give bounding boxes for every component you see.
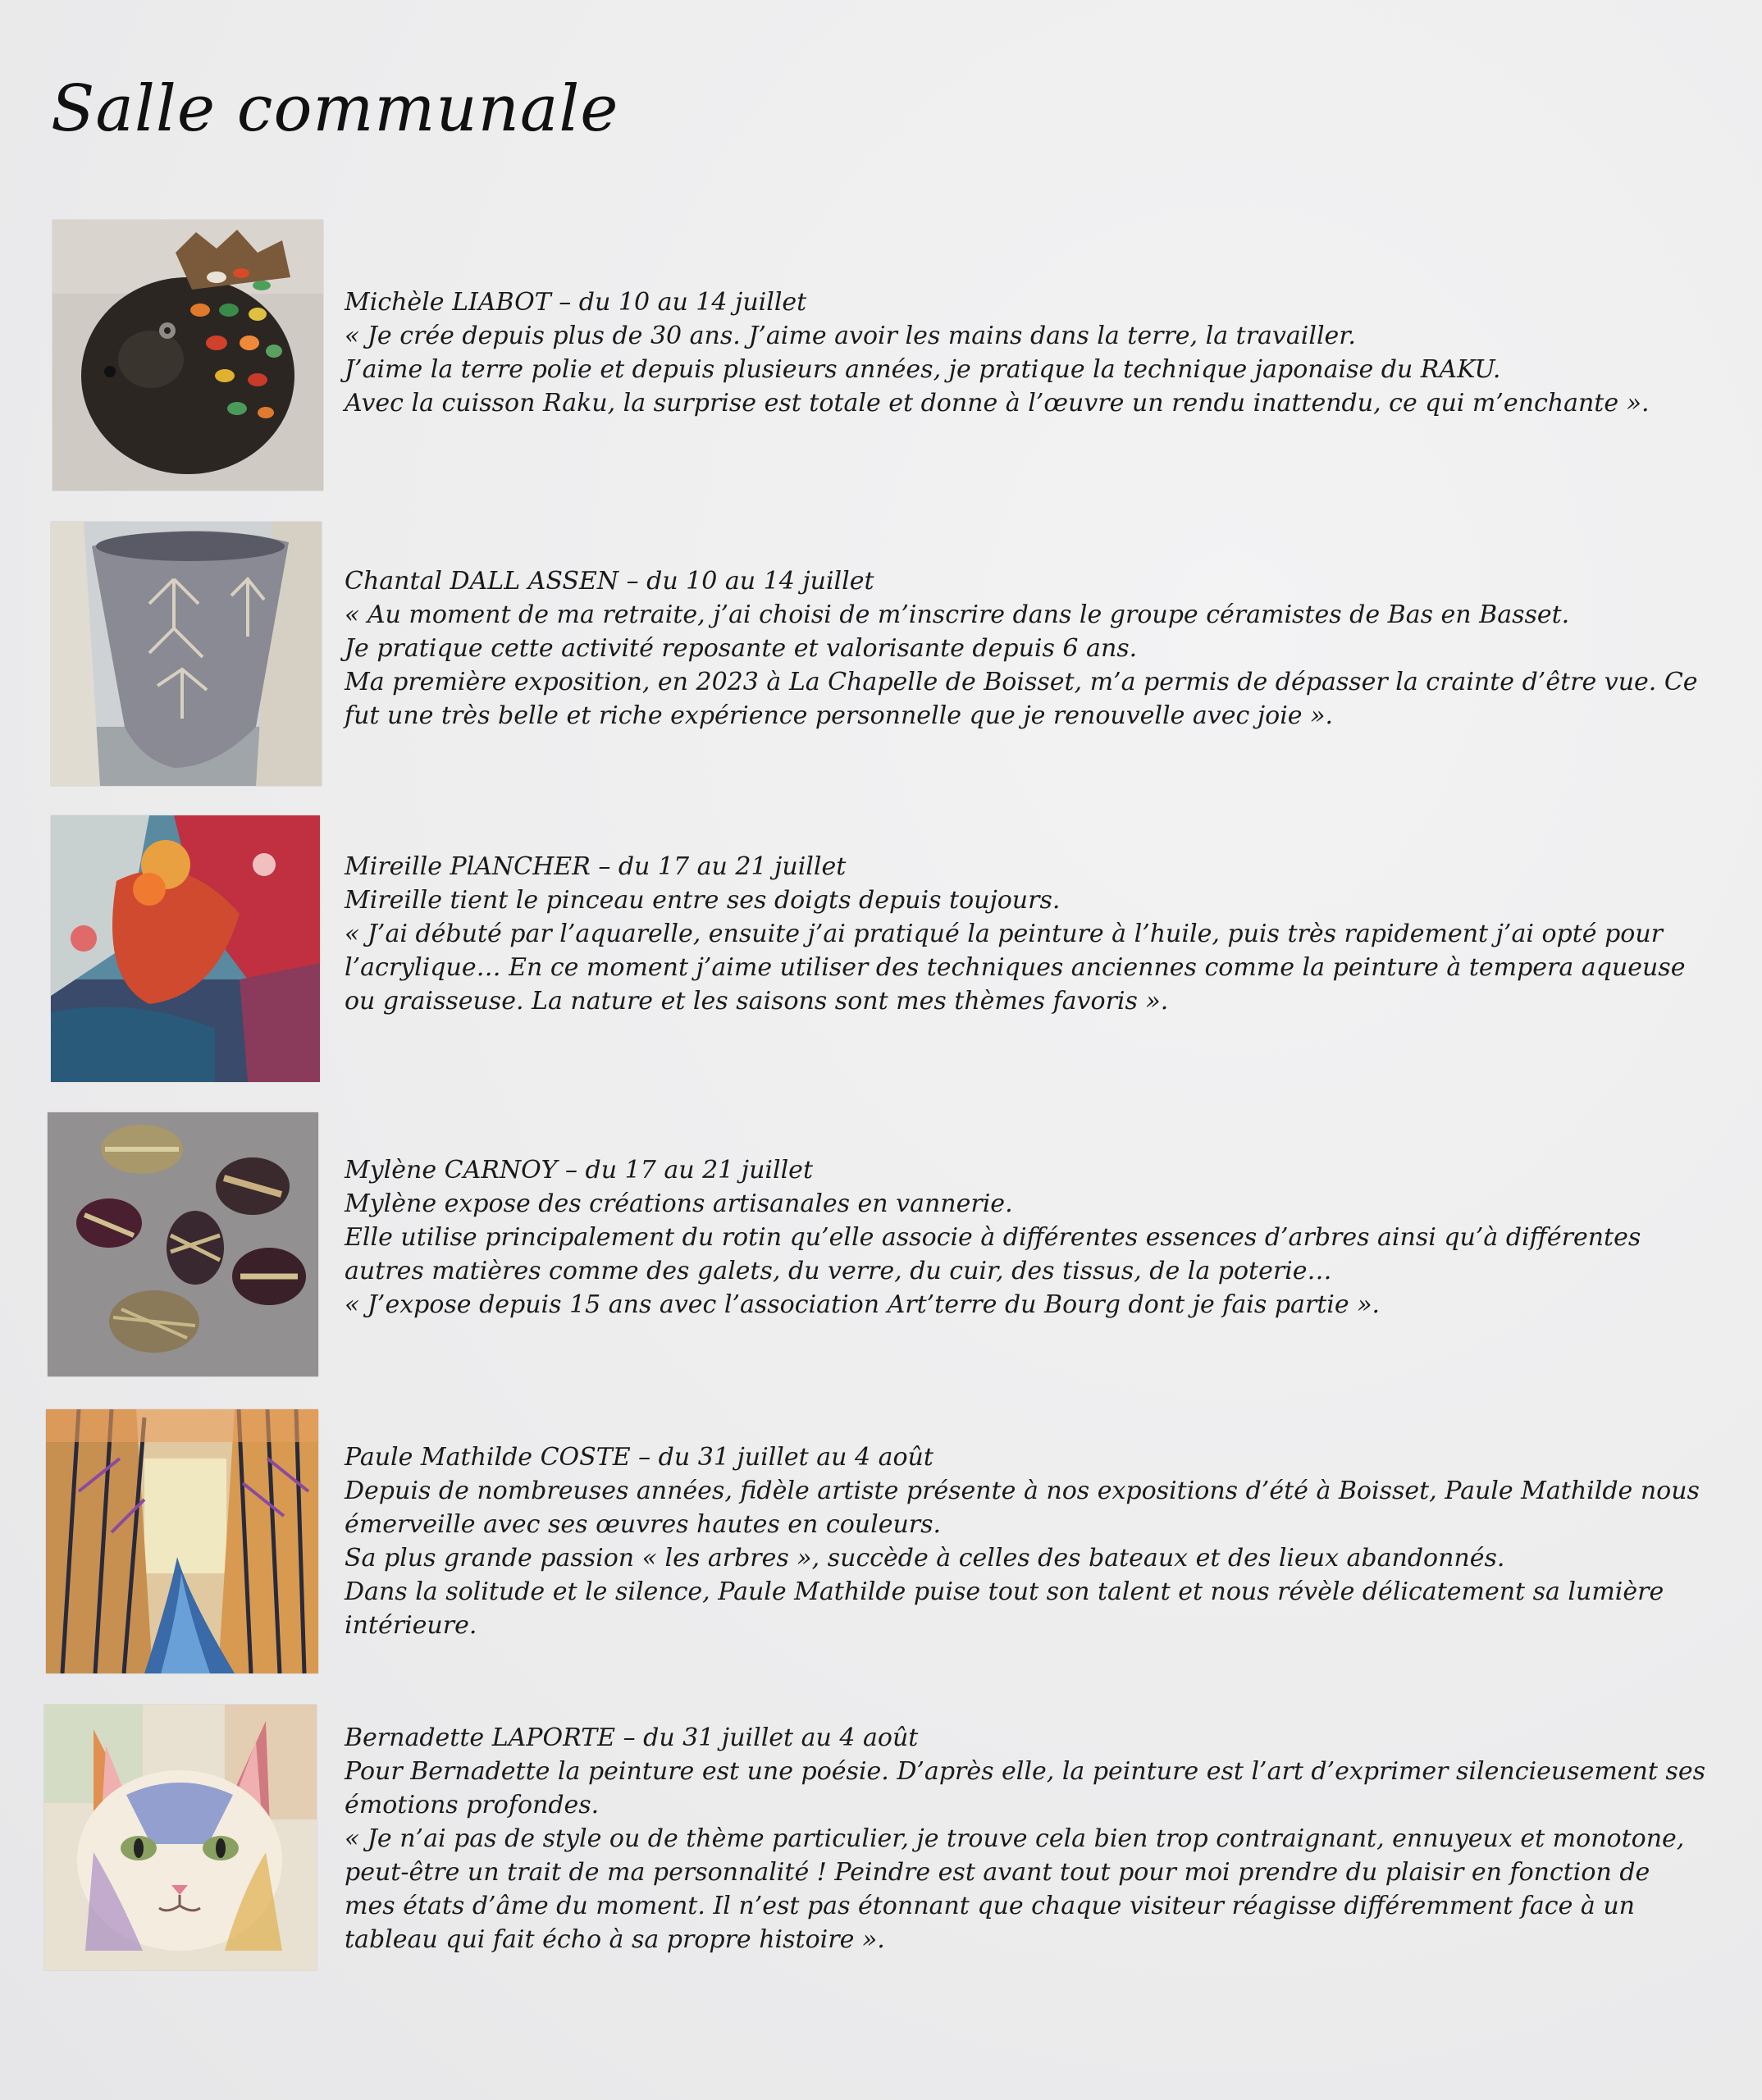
artist-paragraph: Ma première exposition, en 2023 à La Chapelle de Boisset, m’a permis de dépasser la crainte d’être vue. Ce fut une très belle et riche expérience personnelle que je renouvelle avec joie ». bbox=[345, 668, 1698, 730]
artist-paragraph: Sa plus grande passion « les arbres », succède à celles des bateaux et des lieux abandonnés. bbox=[345, 1544, 1505, 1573]
artist-paragraph: Mireille tient le pinceau entre ses doigts depuis toujours. bbox=[345, 886, 1061, 915]
tree-path-painting-photo bbox=[46, 1409, 318, 1673]
artist-paragraph: Je pratique cette activité reposante et valorisante depuis 6 ans. bbox=[345, 634, 1138, 663]
ceramic-vase-photo bbox=[51, 522, 322, 786]
artist-text bbox=[345, 1153, 1706, 1322]
abstract-painting-photo bbox=[51, 815, 320, 1082]
artist-paragraph: « Au moment de ma retraite, j’ai choisi de m’inscrire dans le groupe céramistes de Bas en Basset. bbox=[345, 600, 1570, 629]
artist-paragraph: « J’ai débuté par l’aquarelle, ensuite j’ai pratiqué la peinture à l’huile, puis très rapidement j’ai opté pour l’acrylique… En ce moment j’aime utiliser des techniques anciennes comme la peinture à tempera aqueuse ou graisseuse. La nature et les saisons sont mes thèmes favoris ». bbox=[345, 920, 1686, 1016]
artist-paragraph: Mylène expose des créations artisanales en vannerie. bbox=[345, 1189, 1013, 1218]
artist-text bbox=[345, 850, 1706, 1018]
artist-paragraph: Pour Bernadette la peinture est une poésie. D’après elle, la peinture est l’art d’exprimer silencieusement ses émotions profondes. bbox=[345, 1757, 1705, 1819]
artist-text bbox=[345, 285, 1706, 420]
artist-paragraph: J’aime la terre polie et depuis plusieurs années, je pratique la technique japonaise du RAKU. bbox=[345, 355, 1501, 384]
artist-paragraph: Avec la cuisson Raku, la surprise est totale et donne à l’œuvre un rendu inattendu, ce qui m’enchante ». bbox=[345, 389, 1650, 418]
cat-painting-photo bbox=[44, 1705, 317, 1970]
page-title: Salle communale bbox=[51, 72, 619, 146]
artist-text bbox=[345, 564, 1706, 733]
artist-paragraph: Elle utilise principalement du rotin qu’elle associe à différentes essences d’arbres ainsi qu’à différentes autres matières comme des galets, du verre, du cuir, des tissus, de la poterie… bbox=[345, 1223, 1641, 1285]
raku-fish-sculpture-photo bbox=[52, 220, 323, 491]
artist-heading: Mireille PlANCHER – du 17 au 21 juillet bbox=[345, 852, 847, 881]
artist-heading: Bernadette LAPORTE – du 31 juillet au 4 août bbox=[345, 1723, 919, 1752]
artist-paragraph: Depuis de nombreuses années, fidèle artiste présente à nos expositions d’été à Boisset, Paule Mathilde nous émerveille avec ses œuvres hautes en couleurs. bbox=[345, 1477, 1700, 1539]
artist-paragraph: « Je crée depuis plus de 30 ans. J’aime avoir les mains dans la terre, la travailler. bbox=[345, 322, 1356, 350]
artist-text bbox=[345, 1721, 1706, 1956]
artist-heading: Chantal DALL ASSEN – du 10 au 14 juillet bbox=[345, 567, 874, 596]
artist-heading: Paule Mathilde COSTE – du 31 juillet au 4 août bbox=[345, 1443, 933, 1472]
artist-paragraph: Dans la solitude et le silence, Paule Mathilde puise tout son talent et nous révèle délicatement sa lumière intérieure. bbox=[345, 1577, 1664, 1640]
artist-heading: Michèle LIABOT – du 10 au 14 juillet bbox=[345, 288, 807, 317]
woven-pebbles-photo bbox=[48, 1112, 318, 1376]
artist-heading: Mylène CARNOY – du 17 au 21 juillet bbox=[345, 1156, 813, 1185]
artist-paragraph: « Je n’ai pas de style ou de thème particulier, je trouve cela bien trop contraignant, ennuyeux et monotone, peut-être un trait de ma personnalité ! Peindre est avant tout pour moi prendre du plaisir en fonction de mes états d’âme du moment. Il n’est pas étonnant que chaque visiteur réagisse différemment face à un tableau qui fait écho à sa propre histoire ». bbox=[345, 1824, 1685, 1954]
artist-paragraph: « J’expose depuis 15 ans avec l’association Art’terre du Bourg dont je fais partie ». bbox=[345, 1290, 1381, 1319]
artist-text bbox=[345, 1440, 1706, 1642]
